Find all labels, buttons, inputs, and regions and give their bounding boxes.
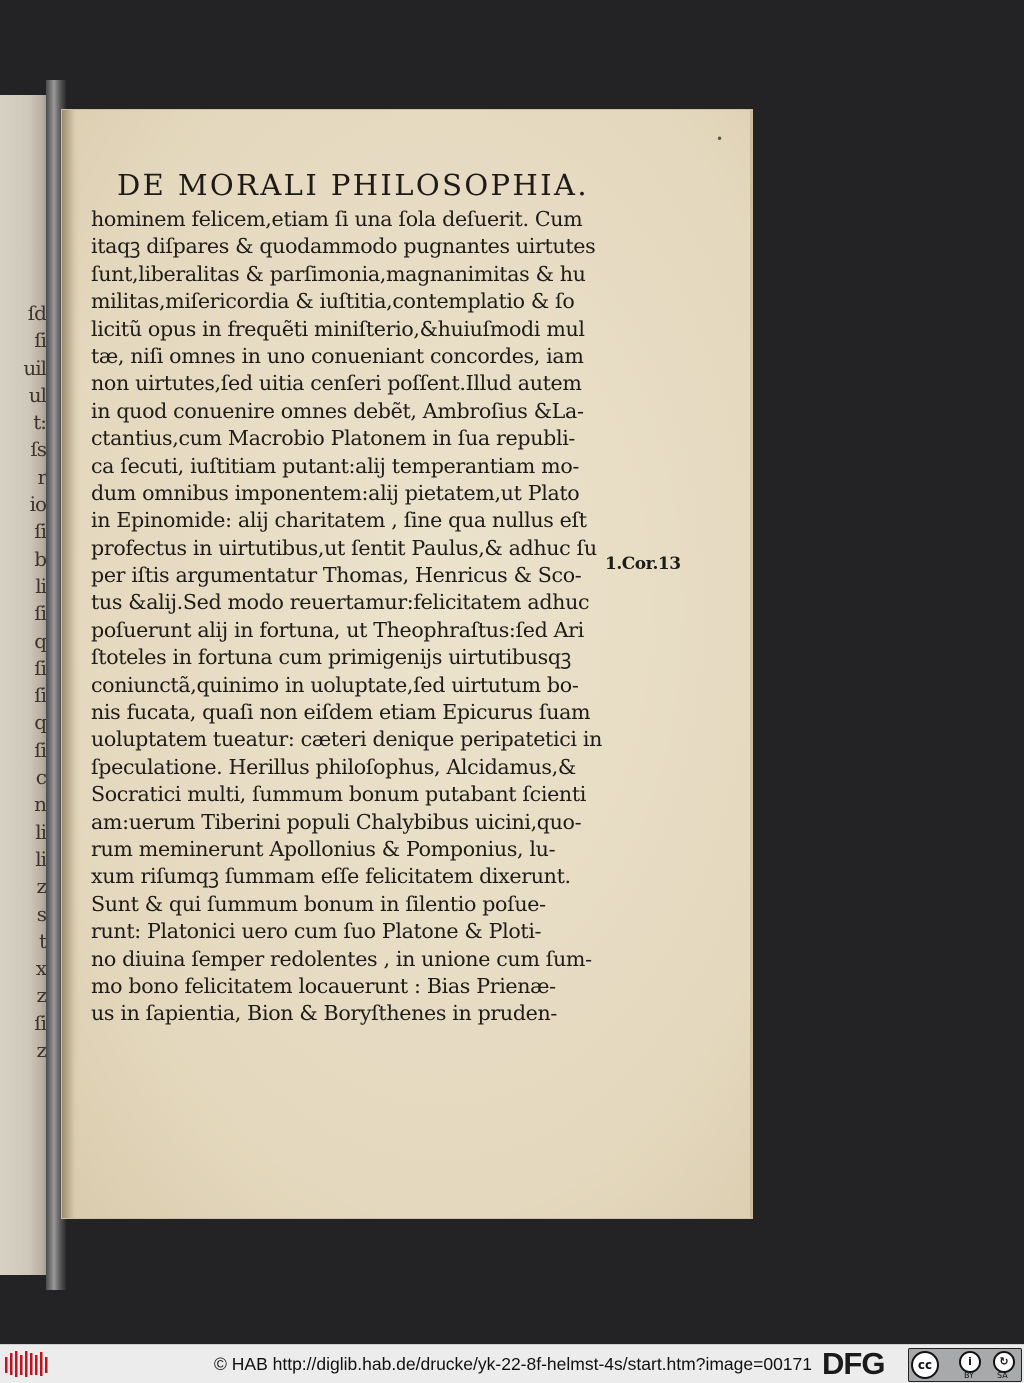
previous-page-fragment: c	[35, 765, 46, 790]
previous-page-fragment: ul	[28, 382, 46, 407]
previous-page-fragment: ſi	[34, 1010, 46, 1035]
running-head: DE MORALI PHILOSOPHIA.	[117, 168, 589, 202]
page-corner-mark: •	[716, 132, 724, 146]
text-line: profectus in uirtutibus,ut ſentit Paulus,& adhuc ſu	[91, 535, 597, 560]
previous-page-fragment: t	[38, 928, 46, 953]
text-line: Sunt & qui ſummum bonum in ſilentio poſue-	[91, 891, 546, 916]
cc-by-sa-license-badge[interactable]	[908, 1348, 1022, 1382]
previous-page-fragment: t:	[33, 410, 46, 435]
previous-page-fragment: n	[34, 792, 46, 817]
previous-page-fragment: ſs	[30, 437, 46, 462]
text-line: non uirtutes,ſed uitia cenſeri poſſent.Illud autem	[91, 371, 582, 396]
text-line: tæ, niſi omnes in uno conueniant concordes, iam	[91, 343, 584, 368]
previous-page-fragment: q	[34, 710, 46, 735]
previous-page-fragment: z	[36, 874, 46, 899]
by-label: BY	[964, 1371, 974, 1380]
text-line: in quod conuenire omnes debẽt, Ambroſius &La-	[91, 398, 584, 423]
text-line: per iſtis argumentatur Thomas, Henricus & Sco-	[91, 563, 582, 588]
text-line: xum riſumqꝫ ſummam eſſe felicitatem dixerunt.	[91, 864, 571, 889]
text-line: militas,miſericordia & iuſtitia,contemplatio & ſo	[91, 289, 575, 314]
previous-page-fragment: ſi	[34, 519, 46, 544]
text-line: dum omnibus imponentem:alij pietatem,ut Plato	[91, 480, 580, 505]
text-line: am:uerum Tiberini populi Chalybibus uicini,quo-	[91, 809, 582, 834]
viewer-footer	[0, 1344, 1024, 1383]
text-line: licitũ opus in frequẽti miniſterio,&huiuſmodi mul	[91, 316, 585, 341]
previous-page-fragment: ſi	[34, 328, 46, 353]
previous-page-edge	[0, 95, 52, 1275]
text-line: itaqꝫ diſpares & quodammodo pugnantes uirtutes	[91, 234, 596, 259]
hab-logo-icon[interactable]	[4, 1349, 48, 1379]
previous-page-fragment: ſi	[34, 683, 46, 708]
previous-page-fragment: b	[34, 546, 46, 571]
text-line: coniunctã,quinimo in uoluptate,ſed uirtutum bo-	[91, 672, 579, 697]
attribution-icon: i	[959, 1351, 981, 1373]
text-line: tus &alij.Sed modo reuertamur:felicitatem adhuc	[91, 590, 590, 615]
previous-page-fragment: ſi	[34, 601, 46, 626]
dfg-logo[interactable]: DFG	[822, 1346, 885, 1381]
text-line: nis fucata, quaſi non eiſdem etiam Epicurus ſuam	[91, 700, 591, 725]
previous-page-fragment: io	[29, 492, 46, 517]
text-line: mo bono felicitatem locauerunt : Bias Prienæ-	[91, 973, 556, 998]
text-line: us in ſapientia, Bion & Boryſthenes in pruden-	[91, 1001, 558, 1026]
page-fold-shadow	[62, 110, 80, 1218]
previous-page-fragment: z	[36, 1038, 46, 1063]
text-line: no diuina ſemper redolentes , in unione cum ſum-	[91, 946, 592, 971]
text-line: ſtoteles in fortuna cum primigenijs uirtutibusqꝫ	[91, 645, 571, 670]
cc-icon: cc	[911, 1351, 939, 1379]
previous-page-fragment: s	[36, 901, 46, 926]
marginal-note: 1.Cor.13	[605, 554, 681, 574]
previous-page-fragment: x	[35, 956, 46, 981]
text-line: ſunt,liberalitas & parſimonia,magnanimitas & hu	[91, 261, 586, 286]
previous-page-fragment: li	[35, 819, 46, 844]
text-line: in Epinomide: alij charitatem , ſine qua nullus eſt	[91, 508, 587, 533]
text-line: ſpeculatione. Herillus philoſophus, Alcidamus,&	[91, 754, 576, 779]
previous-page-fragment: li	[35, 846, 46, 871]
copyright-link[interactable]: © HAB http://diglib.hab.de/drucke/yk-22-8f-helmst-4s/start.htm?image=00171	[214, 1354, 812, 1374]
text-line: hominem felicem,etiam ſi una ſola deſuerit. Cum	[91, 207, 583, 231]
book-page	[62, 110, 752, 1218]
body-text	[91, 206, 631, 1028]
previous-page-fragment: q	[34, 628, 46, 653]
text-line: poſuerunt alij in fortuna, ut Theophraſtus:ſed Ari	[91, 617, 584, 642]
text-line: uoluptatem tueatur: cæteri denique peripatetici in	[91, 727, 602, 752]
text-line: ca ſecuti, iuſtitiam putant:alij temperantiam mo-	[91, 453, 580, 478]
previous-page-fragment: ſi	[34, 655, 46, 680]
previous-page-fragment: uil	[23, 355, 46, 380]
text-line: ctantius,cum Macrobio Platonem in ſua republi-	[91, 426, 576, 451]
share-alike-icon: ↻	[993, 1351, 1015, 1373]
previous-page-fragment: r	[37, 464, 46, 489]
text-line: rum meminerunt Apollonius & Pomponius, lu-	[91, 836, 556, 861]
previous-page-fragment: li	[35, 573, 46, 598]
previous-page-fragment: ſd	[27, 301, 46, 325]
sa-label: SA	[997, 1371, 1008, 1380]
text-line: Socratici multi, ſummum bonum putabant ſcienti	[91, 782, 586, 807]
text-line: runt: Platonici uero cum ſuo Platone & Ploti-	[91, 919, 542, 944]
previous-page-fragment: ſi	[34, 737, 46, 762]
previous-page-fragment: z	[36, 983, 46, 1008]
previous-page-text-fragments	[2, 300, 46, 1064]
